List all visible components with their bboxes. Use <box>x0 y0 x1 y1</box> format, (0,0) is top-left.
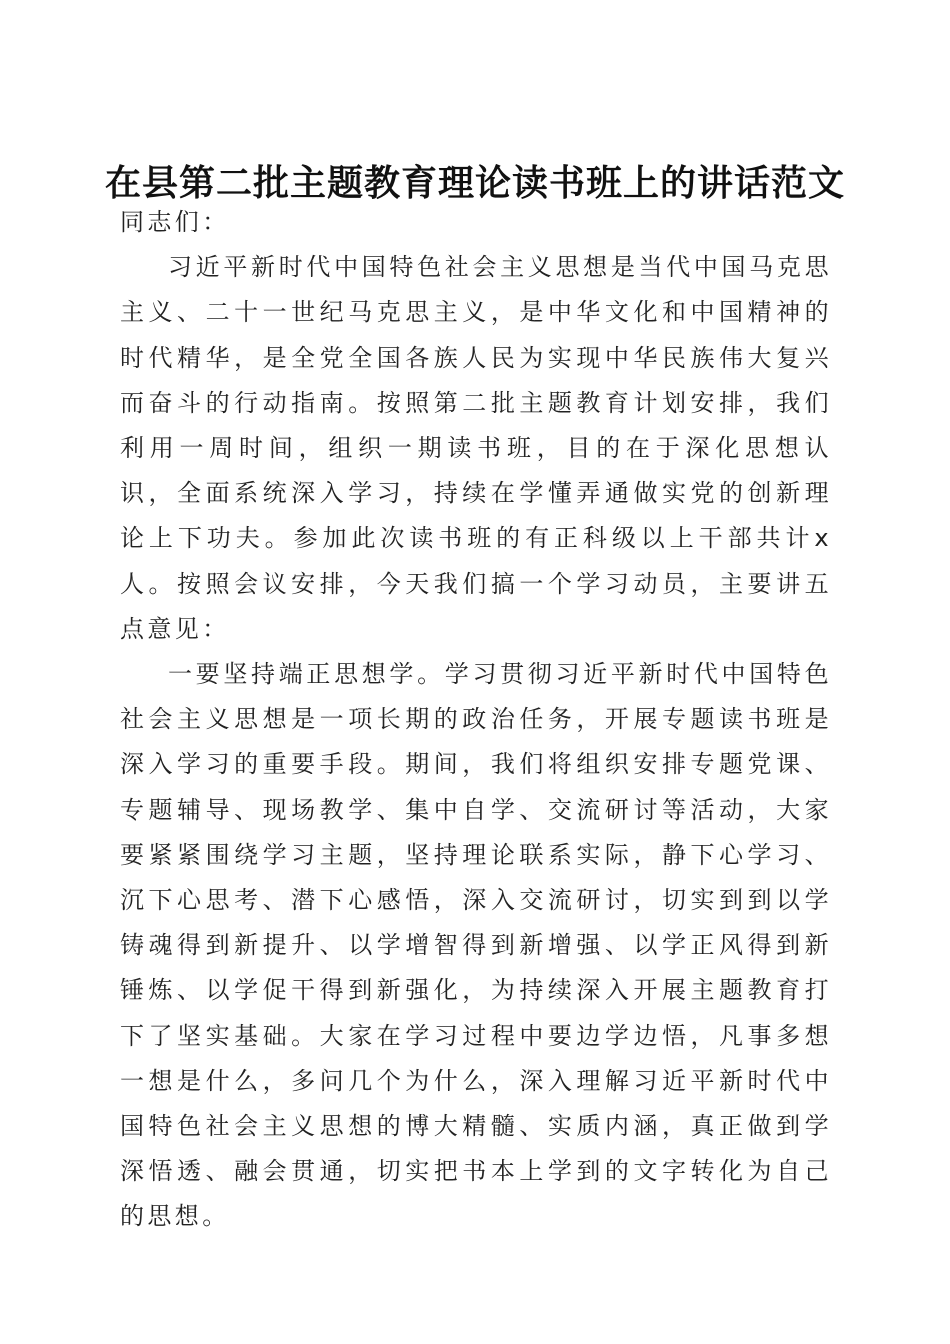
salutation: 同志们： <box>120 208 230 236</box>
paragraph-intro: 习近平新时代中国特色社会主义思想是当代中国马克思主义、二十一世纪马克思主义，是中华文化和中国精神的时代精华，是全党全国各族人民为实现中华民族伟大复兴而奋斗的行动指南。按照第二批主题教育计划安排，我们利用一周时间，组织一期读书班，目的在于深化思想认识，全面系统深入学习，持续在学懂弄通做实党的创新理论上下功夫。参加此次读书班的有正科级以上干部共计x人。按照会议安排，今天我们搞一个学习动员，主要讲五点意见： <box>120 253 832 643</box>
document-body <box>120 200 832 1240</box>
paragraph-point-one: 一要坚持端正思想学。学习贯彻习近平新时代中国特色社会主义思想是一项长期的政治任务，开展专题读书班是深入学习的重要手段。期间，我们将组织安排专题党课、专题辅导、现场教学、集中自学、交流研讨等活动，大家要紧紧围绕学习主题，坚持理论联系实际，静下心学习、沉下心思考、潜下心感悟，深入交流研讨，切实到到以学铸魂得到新提升、以学增智得到新增强、以学正风得到新锤炼、以学促干得到新强化，为持续深入开展主题教育打下了坚实基础。大家在学习过程中要边学边悟，凡事多想一想是什么，多问几个为什么，深入理解习近平新时代中国特色社会主义思想的博大精髓、实质内涵，真正做到学深悟透、融会贯通，切实把书本上学到的文字转化为自己的思想。 <box>120 660 832 1231</box>
document-title: 在县第二批主题教育理论读书班上的讲话范文 <box>104 162 845 205</box>
